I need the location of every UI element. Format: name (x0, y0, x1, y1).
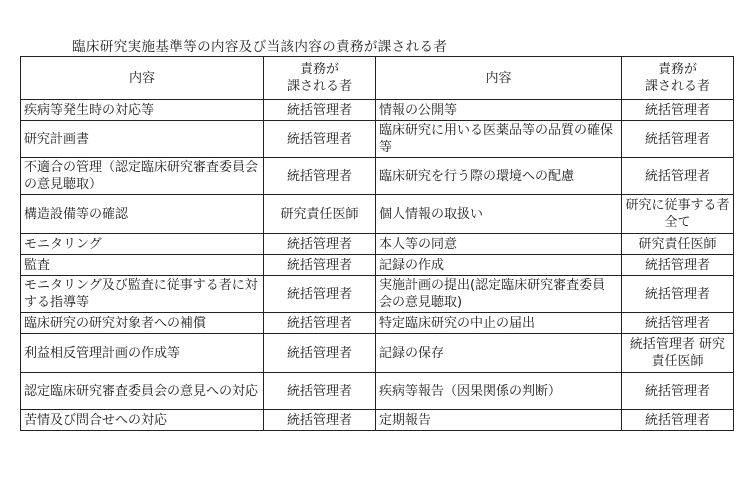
table-row (21, 313, 734, 334)
right-content-cell: 記録の作成 (376, 255, 622, 276)
header-responsible-right (622, 57, 734, 100)
left-responsible-cell: 統括管理者 (264, 373, 376, 410)
left-content-cell: 臨床研究の研究対象者への補償 (21, 313, 264, 334)
header-content-right: 内容 (376, 57, 622, 100)
table-row (21, 234, 734, 255)
table-row (21, 255, 734, 276)
left-content-cell: 利益相反管理計画の作成等 (21, 334, 264, 373)
right-content-cell: 定期報告 (376, 410, 622, 431)
table-row (21, 373, 734, 410)
right-responsible-cell: 統括管理者 (622, 255, 734, 276)
left-content-cell: 認定臨床研究審査委員会の意見への対応 (21, 373, 264, 410)
header-responsible-line1: 責務が (657, 62, 697, 77)
left-responsible-cell: 統括管理者 (264, 334, 376, 373)
responsibility-table (20, 56, 734, 431)
header-responsible-line1: 責務が (299, 62, 339, 77)
right-content-cell: 実施計画の提出(認定臨床研究審査委員会の意見聴取) (376, 276, 622, 313)
document-title: 臨床研究実施基準等の内容及び当該内容の責務が課される者 (72, 39, 448, 55)
header-content-left: 内容 (21, 57, 264, 100)
table-row (21, 195, 734, 234)
left-responsible-cell: 統括管理者 (264, 276, 376, 313)
right-content-cell: 臨床研究に用いる医薬品等の品質の確保等 (376, 121, 622, 158)
left-responsible-cell: 統括管理者 (264, 100, 376, 121)
left-responsible-cell: 統括管理者 (264, 158, 376, 195)
right-content-cell: 個人情報の取扱い (376, 195, 622, 234)
left-responsible-cell: 統括管理者 (264, 410, 376, 431)
table-row (21, 121, 734, 158)
left-content-cell: 監査 (21, 255, 264, 276)
left-content-cell: 不適合の管理（認定臨床研究審査委員会の意見聴取） (21, 158, 264, 195)
right-responsible-cell: 統括管理者 (622, 121, 734, 158)
table-row (21, 334, 734, 373)
right-responsible-cell: 統括管理者 (622, 313, 734, 334)
left-content-cell: 構造設備等の確認 (21, 195, 264, 234)
table-header-row (21, 57, 734, 100)
right-responsible-cell: 研究責任医師 (622, 234, 734, 255)
left-responsible-cell: 研究責任医師 (264, 195, 376, 234)
header-responsible-line2: 課される者 (286, 79, 352, 94)
left-content-cell: モニタリング (21, 234, 264, 255)
right-responsible-cell: 研究に従事する者全て (622, 195, 734, 234)
left-responsible-cell: 統括管理者 (264, 121, 376, 158)
table-row (21, 100, 734, 121)
right-responsible-cell: 統括管理者 (622, 100, 734, 121)
table-row (21, 276, 734, 313)
left-responsible-cell: 統括管理者 (264, 234, 376, 255)
table-row (21, 158, 734, 195)
right-content-cell: 特定臨床研究の中止の届出 (376, 313, 622, 334)
right-content-cell: 本人等の同意 (376, 234, 622, 255)
left-content-cell: 疾病等発生時の対応等 (21, 100, 264, 121)
header-responsible-left (264, 57, 376, 100)
right-content-cell: 臨床研究を行う際の環境への配慮 (376, 158, 622, 195)
right-responsible-cell: 統括管理者 (622, 410, 734, 431)
left-content-cell: 研究計画書 (21, 121, 264, 158)
right-responsible-cell: 統括管理者 (622, 158, 734, 195)
right-content-cell: 情報の公開等 (376, 100, 622, 121)
right-content-cell: 記録の保存 (376, 334, 622, 373)
right-responsible-cell: 統括管理者 (622, 276, 734, 313)
right-content-cell: 疾病等報告（因果関係の判断） (376, 373, 622, 410)
left-content-cell: モニタリング及び監査に従事する者に対する指導等 (21, 276, 264, 313)
right-responsible-cell: 統括管理者 研究責任医師 (622, 334, 734, 373)
header-responsible-line2: 課される者 (644, 79, 710, 94)
left-content-cell: 苦情及び問合せへの対応 (21, 410, 264, 431)
table-row (21, 410, 734, 431)
left-responsible-cell: 統括管理者 (264, 313, 376, 334)
left-responsible-cell: 統括管理者 (264, 255, 376, 276)
right-responsible-cell: 統括管理者 (622, 373, 734, 410)
